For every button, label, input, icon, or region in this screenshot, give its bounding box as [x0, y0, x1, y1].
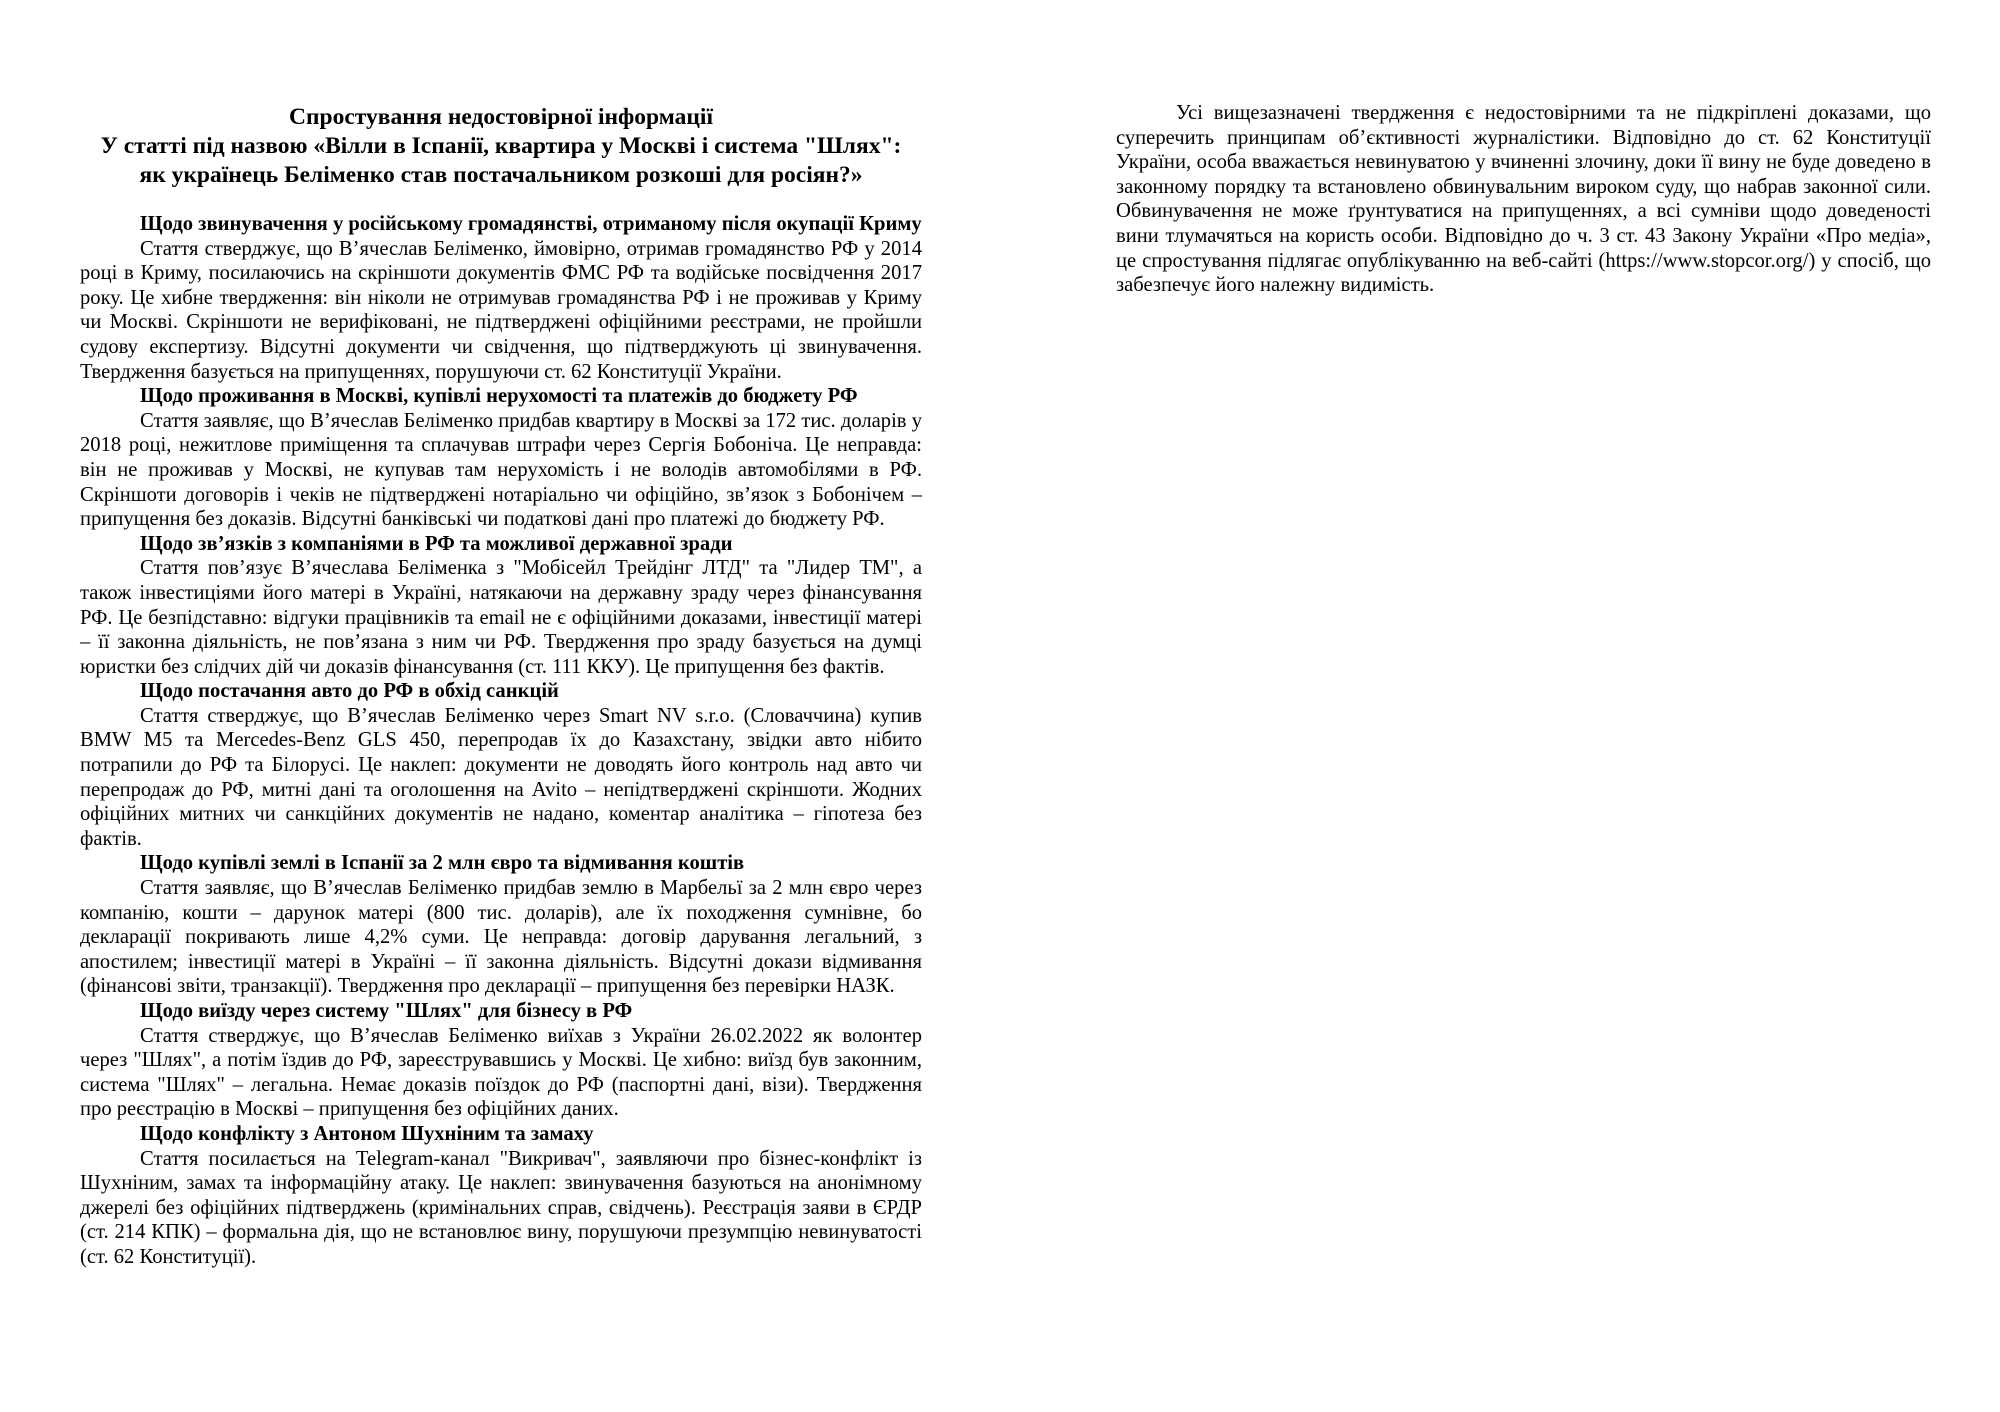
title-line-1: Спростування недостовірної інформації	[289, 104, 713, 130]
title-line-2: У статті під назвою «Вілли в Іспанії, квартира у Москві і система "Шлях":	[100, 133, 902, 159]
section-heading: Щодо звинувачення у російському громадянстві, отриманому після окупації Криму	[140, 213, 922, 235]
closing-paragraph: Усі вищезазначені твердження є недостовірними та не підкріплені доказами, що суперечить принципам об’єктивності журналістики. Відповідно до ст. 62 Конституції України, особа вважається невинуватою у вчиненні злочину, доки її вину не буде доведено в законному порядку та встановлено обвинувальним вироком суду, що набрав законної сили. Обвинувачення не може ґрунтуватися на припущеннях, а всі сумніви щодо доведеності вини тлумачяться на користь особи. Відповідно до ч. 3 ст. 43 Закону України «Про медіа», це спростування підлягає опублікуванню на веб-сайті (https://www.stopcor.org/) у спосіб, що забезпечує його належну видимість.	[1116, 102, 1931, 297]
page-left	[80, 103, 922, 1270]
section-body: Стаття пов’язує В’ячеслава Беліменка з "Мобісейл Трейдінг ЛТД" та "Лидер ТМ", а також інвестиціями його матері в Україні, натякаючи на державну зраду через фінансування РФ. Це безпідставно: відгуки працівників та email не є офіційними доказами, інвестиції матері – її законна діяльність, не пов’язана з ним чи РФ. Твердження про зраду базується на думці юристки без слідчих дій чи доказів фінансування (ст. 111 ККУ). Це припущення без фактів.	[80, 557, 922, 678]
section-body: Стаття посилається на Telegram-канал "Викривач", заявляючи про бізнес-конфлікт із Шухніним, замах та інформаційну атаку. Це наклеп: звинувачення базуються на анонімному джерелі без офіційних підтверджень (кримінальних справ, свідчень). Реєстрація заяви в ЄРДР (ст. 214 КПК) – формальна дія, що не встановлює вину, порушуючи презумпцію невинуватості (ст. 62 Конституції).	[80, 1147, 922, 1268]
section-heading: Щодо купівлі землі в Іспанії за 2 млн євро та відмивання коштів	[140, 852, 745, 875]
section-shlyah-exit	[80, 999, 922, 1122]
page-right	[1116, 101, 1931, 298]
section-body: Стаття стверджує, що В’ячеслав Беліменко виїхав з України 26.02.2022 як волонтер через "Шлях", а потім їздив до РФ, зареєструвавшись у Москві. Це хибно: виїзд був законним, система "Шлях" – легальна. Немає доказів поїздок до РФ (паспортні дані, візи). Твердження про реєстрацію в Москві – припущення без офіційних даних.	[80, 1024, 922, 1121]
section-body: Стаття стверджує, що В’ячеслав Беліменко через Smart NV s.r.o. (Словаччина) купив BMW M5 та Mercedes-Benz GLS 450, перепродав їх до Казахстану, звідки авто нібито потрапили до РФ та Білорусі. Це наклеп: документи не доводять його контроль над авто чи перепродаж до РФ, митні дані та оголошення на Avito – непідтверджені скріншоти. Жодних офіційних митних чи санкційних документів не надано, коментар аналітика – гіпотеза без фактів.	[80, 704, 922, 850]
document-title	[80, 103, 922, 190]
section-spain-land	[80, 851, 922, 999]
section-rf-companies	[80, 532, 922, 680]
section-body: Стаття заявляє, що В’ячеслав Беліменко придбав квартиру в Москві за 172 тис. доларів у 2018 році, нежитлове приміщення та сплачував штрафи через Сергія Бобоніча. Це неправда: він не проживав у Москві, не купував там нерухомість і не володів автомобілями в РФ. Скріншоти договорів і чеків не підтверджені нотаріально чи офіційно, зв’язок з Бобонічем – припущення без доказів. Відсутні банківські чи податкові дані про платежі до бюджету РФ.	[80, 409, 922, 531]
section-heading: Щодо виїзду через систему "Шлях" для бізнесу в РФ	[140, 1000, 633, 1022]
section-heading: Щодо конфлікту з Антоном Шухніним та замаху	[140, 1122, 594, 1145]
section-car-supply	[80, 679, 922, 851]
title-line-3: як українець Беліменко став постачальником розкоші для росіян?»	[139, 162, 863, 188]
section-citizenship	[80, 212, 922, 384]
section-body: Стаття стверджує, що В’ячеслав Беліменко, ймовірно, отримав громадянство РФ у 2014 році в Криму, посилаючись на скріншоти документів ФМС РФ та водійське посвідчення 2017 року. Це хибне твердження: він ніколи не отримував громадянства РФ і не проживав у Криму чи Москві. Скріншоти не верифіковані, не підтверджені офіційними реєстрами, не пройшли судову експертизу. Відсутні документи чи свідчення, що підтверджують ці звинувачення. Твердження базується на припущеннях, порушуючи ст. 62 Конституції України.	[80, 237, 922, 383]
section-heading: Щодо зв’язків з компаніями в РФ та можливої державної зради	[140, 532, 733, 555]
section-heading: Щодо постачання авто до РФ в обхід санкцій	[140, 680, 559, 703]
section-shukhnin-conflict	[80, 1122, 922, 1270]
section-moscow-residence	[80, 384, 922, 532]
section-heading: Щодо проживання в Москві, купівлі нерухомості та платежів до бюджету РФ	[140, 385, 858, 408]
section-body: Стаття заявляє, що В’ячеслав Беліменко придбав землю в Марбельї за 2 млн євро через компанію, кошти – дарунок матері (800 тис. доларів), але їх походження сумнівне, бо декларації покривають лише 4,2% суми. Це неправда: договір дарування легальний, з апостилем; інвестиції матері в Україні – її законна діяльність. Відсутні докази відмивання (фінансові звіти, транзакції). Твердження про декларації – припущення без перевірки НАЗК.	[80, 877, 922, 998]
